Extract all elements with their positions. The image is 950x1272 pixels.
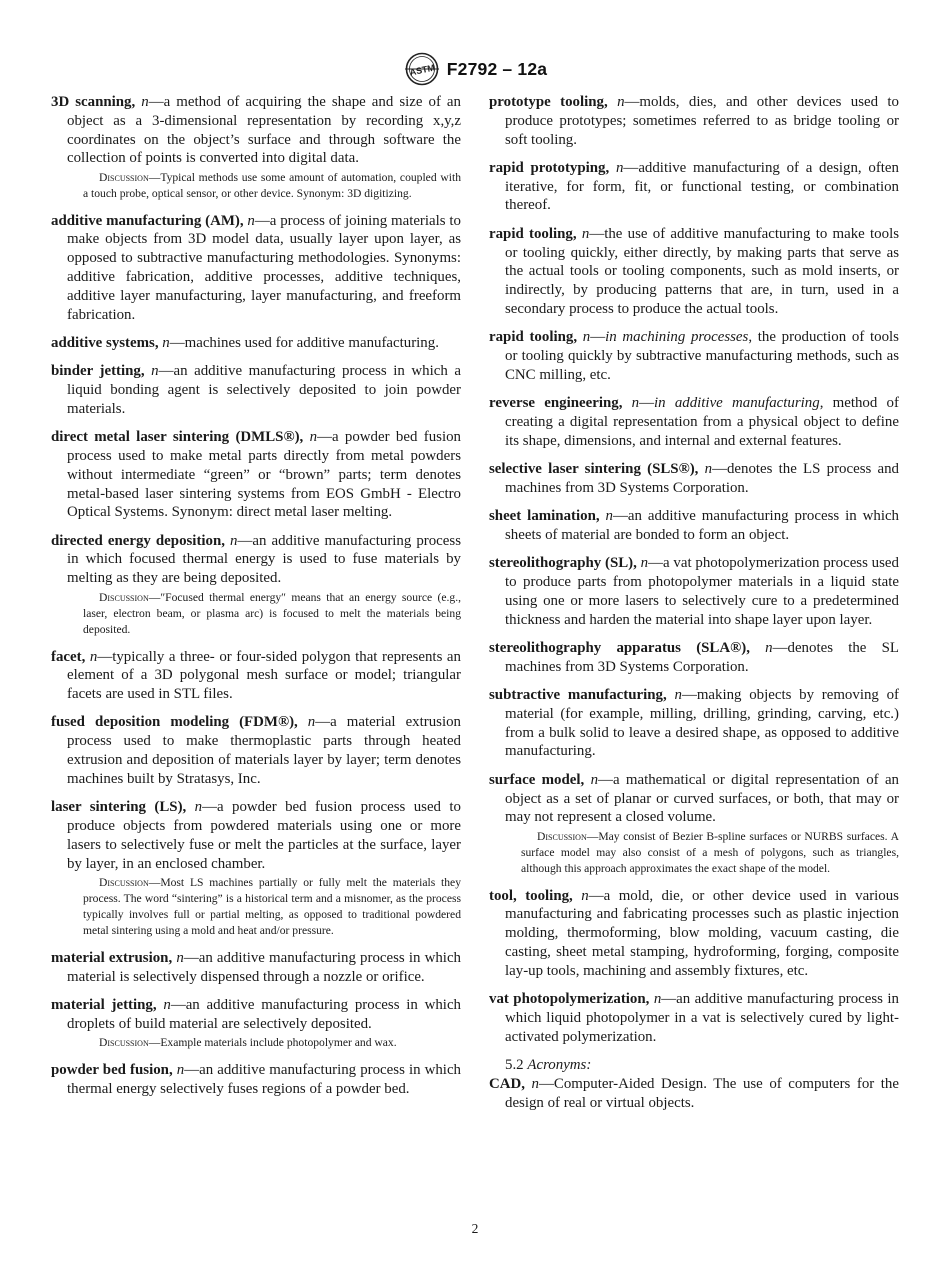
definition-text: —a powder bed fusion process used to produce objects from powdered materials using one or more lasers to selectively fuse or melt the particles at the surface, layer by layer, in an enclosed chamber. (67, 799, 461, 872)
part-of-speech: n (89, 648, 98, 665)
term: stereolithography (SL), (489, 555, 637, 572)
term: powder bed fusion, (51, 1061, 173, 1078)
part-of-speech: n (653, 991, 662, 1008)
definition-entry (51, 1061, 461, 1099)
definition-text: —a material extrusion process used to make thermoplastic parts through heated extrusion and deposition of materials layer by layer; term denotes machines built by Stratasys, Inc. (67, 714, 461, 787)
acronym-entry (489, 1075, 899, 1113)
definition-entry (489, 159, 899, 215)
part-of-speech: n (581, 887, 589, 904)
definition-entry: reverse engineering, n—in additive manufacturing, method of creating a digital representation from a physical object to define its shape, dimensions, and internal and external features. (489, 395, 899, 449)
term: 3D scanning, (51, 94, 136, 110)
definition-text: —a mold, die, or other device used in various manufacturing and fabricating processes such as plastic injection molding, thermoforming, blow molding, vacuum casting, die casting, sheet metal stamping, hydroforming, forging, composite lay-up tools, machining and assembly fixtures, etc. (505, 887, 899, 979)
definition-text: —an additive manufacturing process in which droplets of build material are selectively deposited. (67, 996, 461, 1032)
discussion-label: Discussion (99, 1036, 149, 1050)
usage-context: in additive manufacturing (654, 395, 820, 412)
discussion-text: —″Focused thermal energy″ means that an energy source (e.g., laser, electron beam, or plasma arc) is focused to melt the materials being deposited. (83, 591, 461, 637)
term: surface model, (489, 771, 585, 788)
definition-text: —typically a three- or four-sided polygon that represents an element of a 3D polygonal mesh surface or model; triangular facets are used in STL files. (67, 648, 461, 703)
term: directed energy deposition, (51, 532, 225, 549)
definition-text: —an additive manufacturing process in which material is selectively dispensed through a nozzle or orifice. (67, 949, 461, 985)
part-of-speech: n (617, 94, 625, 110)
definition-entry (489, 686, 899, 761)
term: rapid tooling, (489, 225, 577, 242)
discussion-label: Discussion (99, 876, 149, 890)
definition-text: —an additive manufacturing process in which focused thermal energy is used to fuse materials by melting as they are being deposited. (67, 532, 461, 587)
term: vat photopolymerization, (489, 991, 650, 1008)
part-of-speech: n (307, 714, 316, 731)
definition-entry (51, 334, 461, 353)
definition-entry (51, 93, 461, 202)
term: sheet lamination, (489, 508, 600, 525)
part-of-speech: n (674, 687, 682, 704)
section-heading (505, 1056, 899, 1075)
left-column (51, 93, 461, 1108)
definition-text: —a vat photopolymerization process used to produce parts from photopolymer materials in a liquid state using one or more lasers to selectively cure to a predetermined thickness and harden the material into shape layer upon layer. (505, 555, 899, 628)
term: facet, (51, 648, 86, 665)
definition-text: —a process of joining materials to make objects from 3D model data, usually layer upon layer, as opposed to subtractive manufacturing methodologies. Synonyms: additive fabrication, additive processes, additive techniques, additive layer manufacturing, layer manufacturing, and freeform fabrication. (67, 212, 461, 323)
header-inner (403, 52, 547, 86)
definition-text: —molds, dies, and other devices used to produce prototypes; sometimes referred to as bridge tooling or soft tooling. (505, 94, 899, 148)
term: stereolithography apparatus (SLA®), (489, 639, 750, 656)
definition-text: —additive manufacturing of a design, often iterative, for form, fit, or functional testing, or combination thereof. (505, 159, 899, 214)
term: rapid tooling, (489, 329, 578, 346)
definition-entry (489, 507, 899, 545)
page-header (0, 52, 950, 86)
part-of-speech: n (230, 532, 238, 549)
part-of-speech: n (640, 555, 649, 572)
part-of-speech: n (631, 395, 640, 412)
term: laser sintering (LS), (51, 799, 187, 816)
term: material jetting, (51, 996, 157, 1013)
definition-text: —an additive manufacturing process in which liquid photopolymer in a vat is selectively cured by light-activated polymerization. (505, 991, 899, 1045)
definition-entry (51, 362, 461, 418)
discussion-label: Discussion (99, 591, 149, 605)
definition-text: , method of creating a digital representation from a physical object to define its shape, dimensions, and internal and external features. (505, 395, 899, 449)
definition-entry (489, 990, 899, 1046)
part-of-speech: n (163, 996, 171, 1013)
definition-entry (51, 428, 461, 522)
definition-text: —an additive manufacturing process in which sheets of material are bonded to form an object. (505, 508, 900, 543)
part-of-speech: n (162, 334, 170, 351)
part-of-speech: n (247, 212, 255, 229)
part-of-speech: n (582, 329, 591, 346)
definition-text: —an additive manufacturing process in which a liquid bonding agent is selectively deposited to join powder materials. (67, 363, 461, 417)
discussion-note (67, 590, 461, 638)
term: binder jetting, (51, 363, 145, 380)
part-of-speech: n (176, 949, 184, 966)
discussion-text: —May consist of Bezier B-spline surfaces or NURBS surfaces. A surface model may also consist of a mesh of polygons, such as triangles, although this approach approximates the exact shape of the model. (521, 830, 899, 876)
definition-entry (51, 996, 461, 1052)
definition-text: —the use of additive manufacturing to make tools or tooling quickly, either directly, by making parts that serve as the actual tools or tooling components, such as mold inserts, or indirectly, by producing patterns that are, in turn, used in a secondary process to produce the actual tools. (505, 225, 899, 317)
logo-text: ASTM (408, 62, 436, 78)
part-of-speech: n (590, 771, 599, 788)
definition-text: —denotes the LS process and machines from 3D Systems Corporation. (505, 461, 900, 496)
term: fused deposition modeling (FDM®), (51, 714, 298, 731)
astm-logo-icon (403, 52, 441, 86)
definition-entry (489, 771, 899, 877)
discussion-note (67, 875, 461, 939)
definition-entry (51, 949, 461, 987)
term: CAD, (489, 1075, 525, 1092)
definition-text: , the production of tools or tooling quickly by subtractive manufacturing methods, such as CNC milling, etc. (505, 329, 899, 383)
term: rapid prototyping, (489, 159, 610, 176)
definition-entry (489, 554, 899, 629)
definition-text: —a powder bed fusion process used to make metal parts directly from metal powders without intermediate “green” or “brown” parts; term denotes metal-based laser sintering systems from EOS GmbH - Electro Optical Systems. Synonym: direct metal laser melting. (67, 429, 461, 521)
discussion-note (67, 1035, 461, 1051)
part-of-speech: n (194, 799, 203, 816)
definition-entry (51, 212, 461, 325)
page-number: 2 (471, 1221, 479, 1236)
definition-entry (51, 532, 461, 638)
section-number: 5.2 (505, 1056, 524, 1073)
definition-entry (489, 93, 899, 149)
definition-text: —denotes the SL machines from 3D Systems Corporation. (505, 639, 899, 675)
definition-entry (51, 713, 461, 788)
definition-entry (489, 887, 899, 981)
definition-text: —a method of acquiring the shape and size of an object as a 3-dimensional representation by recording x,y,z coordinates on the object’s surface and through software the collection of points is converted into digital data. (67, 94, 461, 167)
definition-text: —a mathematical or digital representation of an object as a set of planar or curved surfaces, or both, that may or may not represent a closed volume. (505, 771, 899, 826)
definition-text: —making objects by removing of material (for example, milling, drilling, grinding, carving, etc.) from a bulk solid to leave a desired shape, as opposed to additive manufacturing. (505, 687, 899, 760)
term: material extrusion, (51, 949, 173, 966)
discussion-note (67, 170, 461, 202)
definition-entry: rapid tooling, n—in machining processes, the production of tools or tooling quickly by subtractive manufacturing methods, such as CNC milling, etc. (489, 329, 899, 383)
part-of-speech: n (765, 639, 773, 656)
term: additive systems, (51, 334, 159, 351)
part-of-speech: n (151, 363, 159, 380)
discussion-text: —Typical methods use some amount of automation, coupled with a touch probe, optical sensor, or other device. Synonym: 3D digitizing. (83, 171, 461, 201)
part-of-speech: n (141, 94, 149, 110)
term: direct metal laser sintering (DMLS®), (51, 429, 304, 446)
definition-entry (489, 460, 899, 498)
part-of-speech: n (615, 159, 624, 176)
part-of-speech: n (176, 1061, 185, 1078)
part-of-speech: n (704, 461, 713, 478)
definition-text: —an additive manufacturing process in which thermal energy selectively fuses regions of a powder bed. (67, 1061, 461, 1097)
discussion-note (505, 829, 899, 877)
definition-text: —Computer-Aided Design. The use of computers for the design of real or virtual objects. (505, 1075, 899, 1111)
term: selective laser sintering (SLS®), (489, 461, 699, 478)
discussion-label: Discussion (537, 830, 587, 844)
definition-entry (51, 798, 461, 939)
section-title: Acronyms: (527, 1056, 592, 1073)
definition-entry (489, 225, 899, 319)
right-column (489, 93, 899, 1122)
discussion-label: Discussion (99, 171, 149, 185)
part-of-speech: n (309, 429, 318, 446)
part-of-speech: n (605, 508, 613, 525)
term: prototype tooling, (489, 94, 608, 110)
definition-text: —machines used for additive manufacturing. (169, 334, 439, 351)
term: reverse engineering, (489, 395, 623, 412)
discussion-text: —Example materials include photopolymer and wax. (148, 1036, 397, 1050)
definition-entry (489, 639, 899, 677)
term: subtractive manufacturing, (489, 687, 667, 704)
part-of-speech: n (531, 1075, 539, 1092)
part-of-speech: n (581, 225, 590, 242)
discussion-text: —Most LS machines partially or fully melt the materials they process. The word “sintering” is a historical term and a misnomer, as the process typically involves full or partial melting, as opposed to traditional powdered metal sintering using a mold and heat and/or pressure. (83, 876, 461, 938)
term: additive manufacturing (AM), (51, 212, 244, 229)
definition-entry (51, 648, 461, 704)
term: tool, tooling, (489, 887, 573, 904)
document-number: F2792 – 12a (446, 58, 548, 79)
usage-context: in machining processes (605, 329, 749, 346)
